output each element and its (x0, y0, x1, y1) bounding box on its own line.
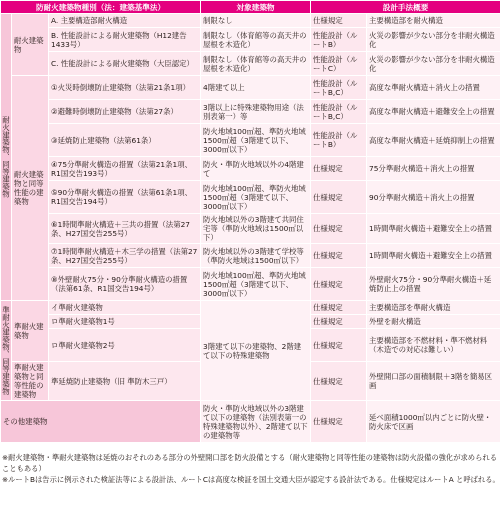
row-target: 3階建て以下の建築物、2階建て以下の特殊建築物 (201, 301, 311, 401)
table-row (1, 181, 501, 214)
row-category: イ準耐火建築物 (49, 301, 201, 315)
row-summary: 主要構造部を準耐火構造 (367, 301, 501, 315)
row-summary: 外壁耐火75分・90分準耐火構造＋延焼防止上の措置 (367, 268, 501, 301)
row-category: ③延焼防止建築物（法第61条） (49, 124, 201, 157)
row-spec: 性能設計（ルートB） (311, 28, 367, 52)
row-target: 防火地域100㎡超、準防火地域1500㎡超（3階建て以下、3000㎡以下） (201, 181, 311, 214)
row-spec: 仕様規定 (311, 329, 367, 362)
row-spec: 仕様規定 (311, 315, 367, 329)
row-spec: 性能設計（ルートB） (311, 124, 367, 157)
row-category: ロ準耐火建築物1号 (49, 315, 201, 329)
row-category: ②避難時倒壊防止建築物（法第27条） (49, 100, 201, 124)
row-target: 3階以上に特殊建築物用途（法別表第一）等 (201, 100, 311, 124)
footnote: ※耐火建築物・準耐火建築物は延焼のおそれのある部分の外壁開口部を防火設備とする（耐火建築物と同等性能の建築物は防火設備の強化が求められることもある） (2, 453, 497, 473)
group-label: 準耐火建築物、同等建築物 (1, 301, 12, 401)
subgroup-label: 準耐火建築物と同等性能の建築物 (12, 362, 49, 401)
row-summary: 1時間準耐火構造＋避難安全上の措置 (367, 244, 501, 268)
table-row (1, 214, 501, 244)
row-spec: 仕様規定 (311, 244, 367, 268)
row-target: 防火地域100㎡超、準防火地域1500㎡超（3階建て以下、3000㎡以下） (201, 268, 311, 301)
table-row (1, 28, 501, 52)
table-row (1, 268, 501, 301)
row-summary: 火災の影響が少ない部分を非耐火構造化 (367, 52, 501, 76)
row-spec: 仕様規定 (311, 362, 367, 401)
table-row (1, 401, 501, 443)
row-summary: 火災の影響が少ない部分を非耐火構造化 (367, 28, 501, 52)
table-row (1, 76, 501, 100)
row-summary: 延べ面積1000㎡以内ごとに防火壁・防火床で区画 (367, 401, 501, 443)
row-category: ⑧外壁耐火75分・90分準耐火構造の措置（法第61条、R1国交告194号） (49, 268, 201, 301)
subgroup-label: 準耐火建築物 (12, 301, 49, 362)
row-category: 準延焼防止建築物（旧 準防木三戸） (49, 362, 201, 401)
row-summary: 高度な準耐火構造＋延焼抑制上の措置 (367, 124, 501, 157)
table-row (1, 157, 501, 181)
row-category: ①火災時倒壊防止建築物（法第21条1項） (49, 76, 201, 100)
row-target: 制限なし (201, 14, 311, 28)
row-category: B. 性能設計による耐火建築物（H12建告1433号） (49, 28, 201, 52)
row-summary: 75分準耐火構造＋消火上の措置 (367, 157, 501, 181)
row-category: A. 主要構造部耐火構造 (49, 14, 201, 28)
row-category: ⑤90分準耐火構造の措置（法第61条1項、R1国交告194号） (49, 181, 201, 214)
row-target: 防火地域以外の3階建て共同住宅等（準防火地域は1500㎡以下） (201, 214, 311, 244)
row-spec: 仕様規定 (311, 214, 367, 244)
row-target: 防火地域以外の3階建て学校等（準防火地域は1500㎡以下） (201, 244, 311, 268)
row-summary: 外壁を耐火構造 (367, 315, 501, 329)
row-summary: 高度な準耐火構造＋避難安全上の措置 (367, 100, 501, 124)
row-target: 防火・準防火地域以外の4階建て (201, 157, 311, 181)
subgroup-label: 耐火建築物と同等性能の建築物 (12, 76, 49, 301)
footnotes (2, 452, 502, 485)
row-spec: 性能設計（ルートC） (311, 52, 367, 76)
row-target: 4階建て以上 (201, 76, 311, 100)
row-category: ④75分準耐火構造の措置（法第21条1項、R1国交告193号） (49, 157, 201, 181)
row-summary: 1時間準耐火構造＋避難安全上の措置 (367, 214, 501, 244)
table-row (1, 100, 501, 124)
table-row (1, 52, 501, 76)
group-label: 耐火建築物、同等建築物 (1, 14, 12, 301)
row-target: 制限なし（体育館等の高天井の屋根を木造化） (201, 52, 311, 76)
table-row (1, 14, 501, 28)
row-spec: 仕様規定 (311, 268, 367, 301)
row-spec: 仕様規定 (311, 181, 367, 214)
header-method: 設計手法概要 (311, 1, 501, 14)
header-category: 防耐火建築物種別（法：建築基準法） (1, 1, 201, 14)
row-spec: 仕様規定 (311, 301, 367, 315)
row-spec: 仕様規定 (311, 401, 367, 443)
row-category: ロ準耐火建築物2号 (49, 329, 201, 362)
row-summary: 外壁開口部の面積制限＋3階を簡易区画 (367, 362, 501, 401)
row-spec: 性能設計（ルートB,C） (311, 100, 367, 124)
row-category: ⑦1時間準耐火構造＋木三学の措置（法第27条、H27国交告255号） (49, 244, 201, 268)
row-summary: 主要構造部を耐火構造 (367, 14, 501, 28)
row-category: ⑥1時間準耐火構造＋三共の措置（法第27条、H27国交告255号） (49, 214, 201, 244)
row-target: 防火地域100㎡超、準防火地域1500㎡超（3階建て以下、3000㎡以下） (201, 124, 311, 157)
header-target: 対象建築物 (201, 1, 311, 14)
table-row (1, 124, 501, 157)
row-target: 制限なし（体育館等の高天井の屋根を木造化） (201, 28, 311, 52)
row-summary: 高度な準耐火構造＋消火上の措置 (367, 76, 501, 100)
row-summary: 主要構造部を不燃材料・準不燃材料（木造での対応は難しい） (367, 329, 501, 362)
footnote: ※ルートBは告示に例示された検証法等による設計法、ルートCは高度な検証を国土交通大臣が認定する設計法である。仕様規定はルートA と呼ばれる。 (2, 475, 500, 484)
row-spec: 仕様規定 (311, 14, 367, 28)
row-target: 防火・準防火地域以外の3階建て以下の建築物（法別表第一の特殊建築物以外）、2階建て以下の建築物等 (201, 401, 311, 443)
table-header-row (1, 1, 501, 14)
table-row (1, 244, 501, 268)
row-spec: 仕様規定 (311, 157, 367, 181)
row-spec: 性能設計（ルートB,C） (311, 76, 367, 100)
row-category: C. 性能設計による耐火建築物（大臣認定） (49, 52, 201, 76)
row-summary: 90分準耐火構造＋消火上の措置 (367, 181, 501, 214)
subgroup-label: 耐火建築物 (12, 14, 49, 76)
group-label-other: その他建築物 (1, 401, 201, 443)
table-row (1, 301, 501, 315)
